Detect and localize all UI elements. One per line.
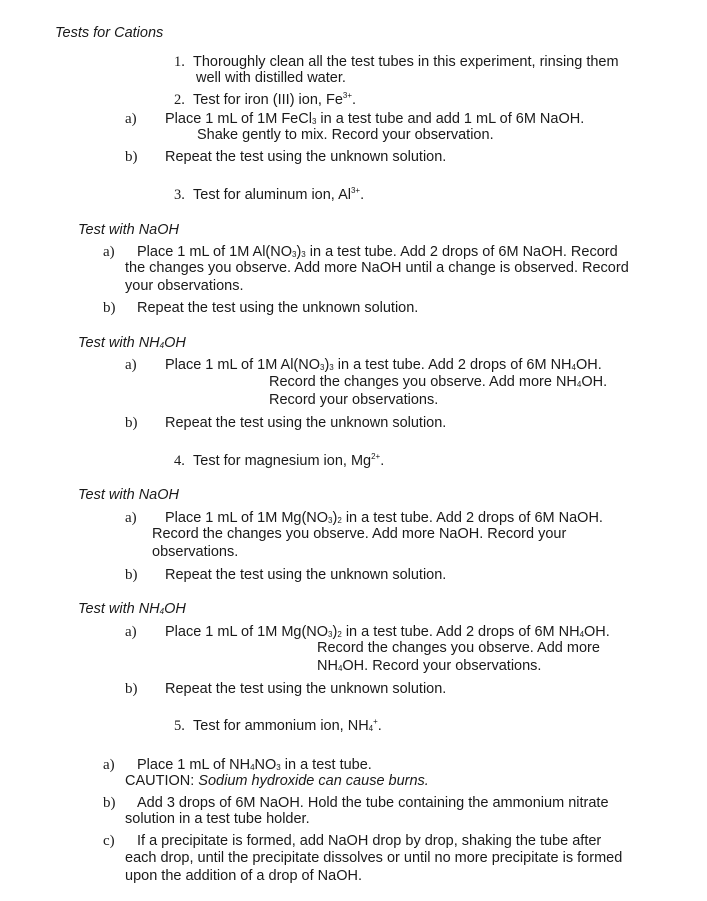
step-4-naoh-a-line-2: Record the changes you observe. Add more NaOH. Record your <box>152 526 567 542</box>
step-5-b-line-1: Add 3 drops of 6M NaOH. Hold the tube containing the ammonium nitrate <box>137 795 609 811</box>
step-4-naoh-label: Test with NaOH <box>78 487 179 503</box>
step-4-nh4oh-label: Test with $NH_4OH$ <box>78 601 186 617</box>
step-5-b-line-2: solution in a test tube holder. <box>125 811 310 827</box>
step-1-line-1: Thoroughly clean all the test tubes in this experiment, rinsing them <box>193 54 619 70</box>
step-4-nh4oh-a-letter: a) <box>125 624 137 640</box>
page-title: Tests for Cations <box>55 25 164 41</box>
step-2-a-line-1: Place 1 mL of 1M FeCl$_3$ in a test tube and add 1 mL of 6M NaOH. <box>165 111 585 127</box>
step-5-b-letter: b) <box>103 795 116 811</box>
step-3-heading: Test for aluminum ion, $Al^{3+}$. <box>193 186 365 203</box>
step-3-naoh-b-letter: b) <box>103 300 116 316</box>
step-4-nh4oh-a-line-2: Record the changes you observe. Add more <box>317 640 600 656</box>
step-2-b-text: Repeat the test using the unknown solution. <box>165 149 447 165</box>
step-3-naoh-a-line-2: the changes you observe. Add more NaOH until a change is observed. Record <box>125 260 629 276</box>
step-4-naoh-b-letter: b) <box>125 567 138 583</box>
step-3-nh4oh-a-letter: a) <box>125 357 137 373</box>
step-3-number: 3. <box>174 187 185 203</box>
step-5-a-letter: a) <box>103 757 115 773</box>
step-5-c-line-3: upon the addition of a drop of NaOH. <box>125 868 362 884</box>
step-4-naoh-b-text: Repeat the test using the unknown solution. <box>165 567 447 583</box>
step-3-nh4oh-a-line-2: Record the changes you observe. Add more $NH_4OH$. <box>269 374 608 390</box>
step-3-nh4oh-b-text: Repeat the test using the unknown solution. <box>165 415 447 431</box>
step-3-naoh-a-letter: a) <box>103 244 115 260</box>
step-3-naoh-b-text: Repeat the test using the unknown solution. <box>137 300 419 316</box>
step-2-a-line-2: Shake gently to mix. Record your observation. <box>197 127 494 143</box>
step-5-c-line-1: If a precipitate is formed, add NaOH drop by drop, shaking the tube after <box>137 833 602 849</box>
step-3-naoh-a-line-3: your observations. <box>125 278 244 294</box>
step-5-c-line-2: each drop, until the precipitate dissolves or until no more precipitate is formed <box>125 850 623 866</box>
step-5-heading: Test for ammonium ion, $NH_4^+$. <box>193 717 382 734</box>
step-1-line-2: well with distilled water. <box>196 70 346 86</box>
step-5-number: 5. <box>174 718 185 734</box>
step-3-nh4oh-a-line-3: Record your observations. <box>269 392 439 408</box>
step-2-number: 2. <box>174 92 185 108</box>
step-5-caution: CAUTION: Sodium hydroxide can cause burns. <box>125 773 429 789</box>
step-4-nh4oh-b-text: Repeat the test using the unknown solution. <box>165 681 447 697</box>
step-3-naoh-a-line-1: Place 1 mL of 1M $Al(NO_3)_3$ in a test tube. Add 2 drops of 6M NaOH. Record <box>137 244 618 260</box>
step-4-number: 4. <box>174 453 185 469</box>
step-5-c-letter: c) <box>103 833 115 849</box>
step-1-number: 1. <box>174 54 185 70</box>
step-2-b-letter: b) <box>125 149 138 165</box>
step-4-nh4oh-b-letter: b) <box>125 681 138 697</box>
step-4-heading: Test for magnesium ion, $Mg^{2+}$. <box>193 452 385 469</box>
step-4-naoh-a-line-3: observations. <box>152 544 239 560</box>
step-3-nh4oh-b-letter: b) <box>125 415 138 431</box>
step-4-naoh-a-letter: a) <box>125 510 137 526</box>
step-3-nh4oh-a-line-1: Place 1 mL of 1M $Al(NO_3)_3$ in a test tube. Add 2 drops of 6M $NH_4OH$. <box>165 357 602 373</box>
step-4-nh4oh-a-line-3: $NH_4OH$. Record your observations. <box>317 658 542 674</box>
step-3-naoh-label: Test with NaOH <box>78 222 179 238</box>
step-4-naoh-a-line-1: Place 1 mL of 1M $Mg(NO_3)_2$ in a test tube. Add 2 drops of 6M NaOH. <box>165 510 603 526</box>
step-2-a-letter: a) <box>125 111 137 127</box>
step-2-heading: Test for iron (III) ion, $Fe^{3+}$. <box>193 91 357 108</box>
step-5-a-line-1: Place 1 mL of $NH_4NO_3$ in a test tube. <box>137 757 372 773</box>
step-4-nh4oh-a-line-1: Place 1 mL of 1M $Mg(NO_3)_2$ in a test tube. Add 2 drops of 6M $NH_4OH$. <box>165 624 610 640</box>
step-3-nh4oh-label: Test with $NH_4OH$ <box>78 335 186 351</box>
